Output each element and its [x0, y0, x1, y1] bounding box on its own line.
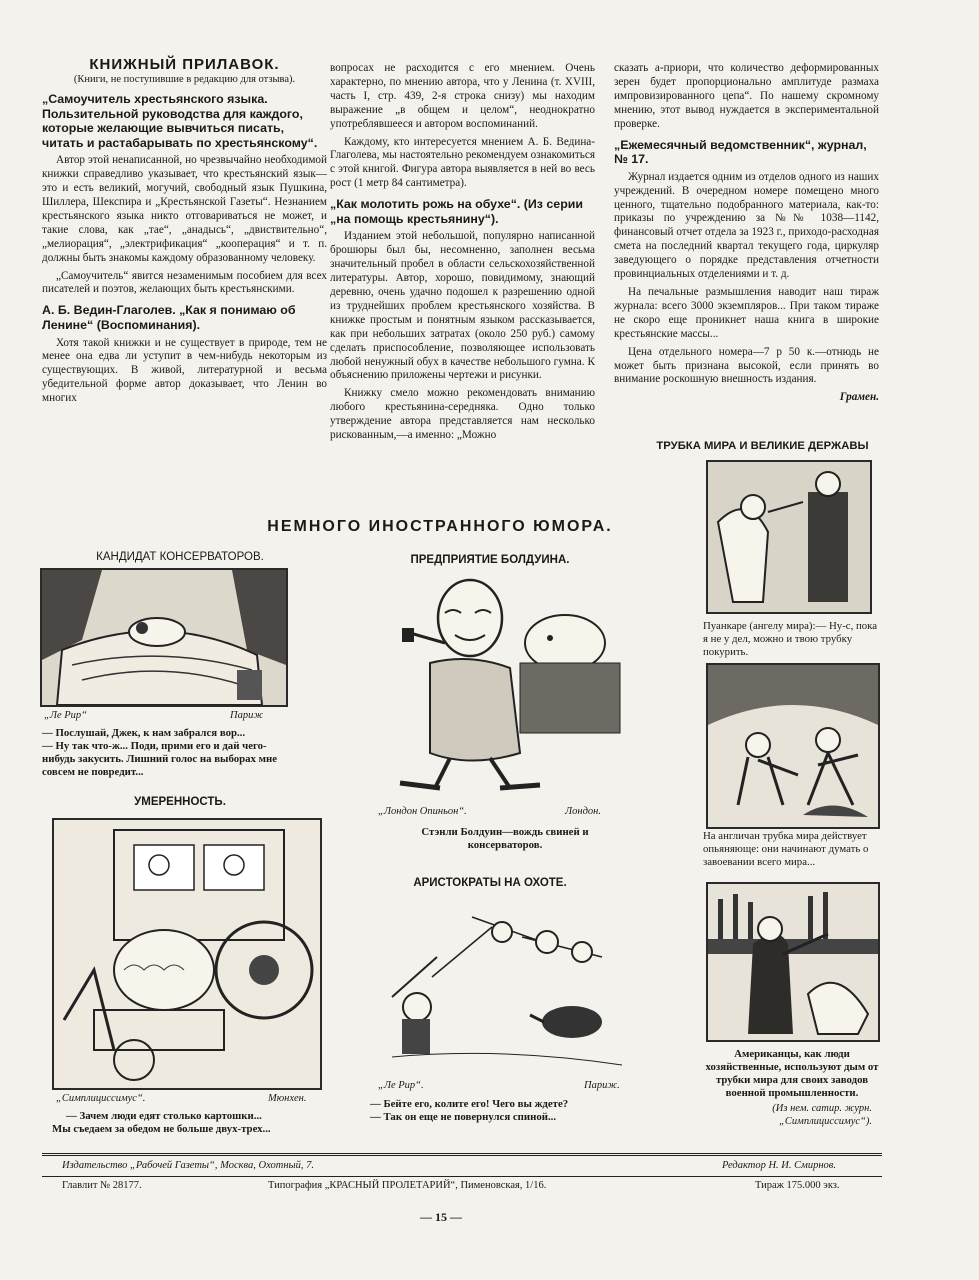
section-title: КНИЖНЫЙ ПРИЛАВОК.: [89, 56, 280, 73]
footer-circulation: Тираж 175.000 экз.: [755, 1180, 840, 1191]
cartoon-conservative-candidate: [40, 568, 288, 707]
cartoon-peace-pipe-poincare: [706, 460, 872, 614]
caption-line: Американцы, как люди хозяйственные, используют дым от трубки мира для своих заводов военной промышленности.: [705, 1048, 879, 1099]
cartoon-peace-pipe-america: [706, 882, 880, 1042]
humor-section-title: НЕМНОГО ИНОСТРАННОГО ЮМОРА.: [267, 518, 613, 535]
cartoon-city: Париж.: [584, 1080, 620, 1091]
column-2: [330, 62, 595, 447]
cartoon-source: „Лондон Опиньон“.: [378, 806, 467, 817]
footer-publisher: Издательство „Рабочей Газеты“, Москва, Охотный, 7.: [62, 1160, 315, 1171]
cartoon-caption: [703, 830, 883, 869]
cartoon-drawing: [372, 897, 632, 1075]
cartoon-drawing: [708, 462, 870, 612]
caption-line: На англичан трубка мира действует опьяняюще: они начинают думать о завоевании всего мира...: [703, 830, 869, 868]
caption-line: — Послушай, Джек, к нам забрался вор...: [42, 727, 246, 739]
cartoon-drawing: [708, 884, 878, 1040]
cartoon-title: ТРУБКА МИРА И ВЕЛИКИЕ ДЕРЖАВЫ: [656, 440, 869, 452]
footer-editor: Редактор Н. И. Смирнов.: [722, 1160, 836, 1171]
book-title: „Ежемесячный ведомственник“, журнал, № 17.: [614, 137, 867, 167]
paragraph: Хотя такой книжки и не существует в природе, тем не менее она едва ли уступит в чем-нибудь некоторым из существующих. В живой, литературной и весьма убедительной форме автор доказывает, что Ленин во многих: [42, 336, 327, 405]
cartoon-city: Париж: [230, 710, 264, 721]
footer-printer: Типография „КРАСНЫЙ ПРОЛЕТАРИЙ“, Пименовская, 1/16.: [268, 1180, 547, 1191]
caption-line: — Бейте его, колите его! Чего вы ждете?: [370, 1098, 569, 1110]
cartoon-drawing: [708, 665, 878, 827]
book-title: А. Б. Ведин-Глаголев. „Как я понимаю об Ленине“ (Воспоминания).: [42, 303, 296, 332]
paragraph: На печальные размышления наводит наш тираж журнала: всего 3000 экземпляров... При таком тираже не скоро еще проникнет наша книга в широкие крестьянские массы...: [614, 285, 879, 340]
footer-rule: [42, 1176, 882, 1177]
cartoon-source: „Ле Рир“: [44, 710, 87, 721]
section-note: (Книги, не поступившие в редакцию для отзыва).: [73, 73, 296, 85]
paragraph: „Самоучитель“ явится незаменимым пособием для всех писателей и поэтов, желающих быть крестьянскими.: [42, 269, 327, 296]
book-title: „Как молотить рожь на обухе“. (Из серии „на помощь крестьянину“).: [330, 197, 583, 226]
cartoon-source: „Симплициссимус“.: [56, 1093, 146, 1104]
footer-glavlit: Главлит № 28177.: [62, 1180, 142, 1191]
cartoon-caption: [42, 727, 287, 779]
cartoon-drawing: [42, 570, 286, 705]
paragraph: сказать а-приори, что количество деформированных зерен будет пропорционально амплитуде размаха импровизированного цепа“. По нашему скромному мнению, этот вывод нуждается в экспериментальной проверке.: [614, 62, 879, 130]
cartoon-drawing: [360, 573, 625, 799]
book-title: „Самоучитель хрестьянского языка. Пользительной руководства для каждого, которые желающие вывчиться писать, читать и растабарывать по хрестьянскому“.: [42, 91, 318, 150]
cartoon-peace-pipe-england: [706, 663, 880, 829]
signature: Грамен.: [839, 391, 879, 404]
cartoon-city: Лондон.: [565, 806, 601, 817]
cartoon-source: (Из нем. сатир. журн. „Симплициссимус“).: [772, 1103, 872, 1127]
caption-line: Мы съедаем за обедом не больше двух-трех...: [52, 1123, 271, 1135]
caption-line: Пуанкаре (ангелу мира):— Ну-с, пока я не у дел, можно и твою трубку покурить.: [703, 620, 878, 658]
caption-line: — Так он еще не повернулся спиной...: [370, 1111, 557, 1123]
cartoon-caption: [703, 620, 878, 659]
paragraph: Журнал издается одним из отделов одного из наших учреждений. В очередном номере помещено много ценного, тщательно подобранного материала, как-то: приказы по учреждению за №№ 1038—1142, финансовый отчет отдела за 1923 г., приходо-расходная смета на последний квартал текущего года, циркуляр заведующего о порядке представления отчетности провинциальных отделениями и т. д.: [614, 170, 879, 281]
paragraph: Цена отдельного номера—7 р 50 к.—отнюдь не может быть признана высокой, если принять во внимание роскошную внешность издания.: [614, 345, 879, 386]
footer-rule: [42, 1153, 882, 1156]
caption-line: — Ну так что-ж... Поди, прими его и дай чего-нибудь закусить. Лишний голос на выборах мне совсем не повредит...: [42, 740, 277, 778]
cartoon-caption: [370, 1098, 640, 1124]
column-3: [614, 62, 879, 405]
paragraph: Книжку смело можно рекомендовать вниманию любого крестьянина-середняка. Одно только утверждение автора представляется нам несколько рискованным,—а именно: „Можно: [330, 387, 595, 442]
column-1: [42, 58, 327, 410]
cartoon-city: Мюнхен.: [268, 1093, 307, 1104]
cartoon-source: „Ле Рир“.: [378, 1080, 424, 1091]
cartoon-caption: [400, 826, 610, 852]
paragraph: Каждому, кто интересуется мнением А. Б. Ведина-Глаголева, мы настоятельно рекомендуем ознакомиться с этой книгой. Фигура автора выявляется в ней во весь рост (1 метр 84 сантиметра).: [330, 135, 595, 190]
cartoon-caption: [52, 1110, 322, 1136]
cartoon-aristocrats-hunting: [372, 897, 632, 1075]
cartoon-baldwin-enterprise: [360, 573, 625, 799]
caption-line: Стэнли Болдуин—вождь свиней и консерваторов.: [421, 826, 589, 851]
cartoon-title: КАНДИДАТ КОНСЕРВАТОРОВ.: [96, 551, 264, 563]
caption-line: — Зачем люди едят столько картошки...: [66, 1110, 262, 1122]
paragraph: Изданием этой небольшой, популярно написанной брошюры был бы, несомненно, заполнен весьма значительный пробел в области сельскохозяйственной литературы. Автор, хорошо, повидимому, знающий деревню, очень удачно подошел к разрешению одной из труднейших проблем крестьянского хозяйства. В книжке простым и понятным языком рассказывается, как при небольших затратах (около 250 руб.) самому сделать приспособление, позволяющее использовать любой ненужный обух в качестве небольшого гумна. К объяснению приложены чертежи и рисунки.: [330, 230, 595, 382]
page-number: — 15 —: [420, 1210, 462, 1224]
cartoon-title: УМЕРЕННОСТЬ.: [134, 796, 226, 808]
cartoon-title: ПРЕДПРИЯТИЕ БОЛДУИНА.: [410, 554, 570, 566]
cartoon-title: АРИСТОКРАТЫ НА ОХОТЕ.: [413, 877, 567, 889]
cartoon-drawing: [54, 820, 320, 1088]
cartoon-caption: [703, 1048, 881, 1100]
paragraph: вопросах не расходится с его мнением. Очень характерно, по мнению автора, что у Ленина (т. XVIII, часть I, стр. 439, 2-я строка снизу) мы находим выражение „в общем и целом“, неоднократно употреблявшееся и автором воспоминаний.: [330, 62, 595, 130]
paragraph: Автор этой ненаписанной, но чрезвычайно необходимой книжки справедливо указывает, что крестьянский язык—это и есть великий, могучий, свободный язык Пушкина, Шиллера, Шекспира и „Крестьянской Газеты“. Незнанием крестьянского языка никто отговариваться не может, и такие слова, как „тае“, „анадысь“, „двиствительно“, „мелиорация“, „электрификация“ „кооперация“ и т. п. должны быть знакомы каждому образованному человеку.: [42, 154, 327, 264]
cartoon-moderation: [52, 818, 322, 1090]
